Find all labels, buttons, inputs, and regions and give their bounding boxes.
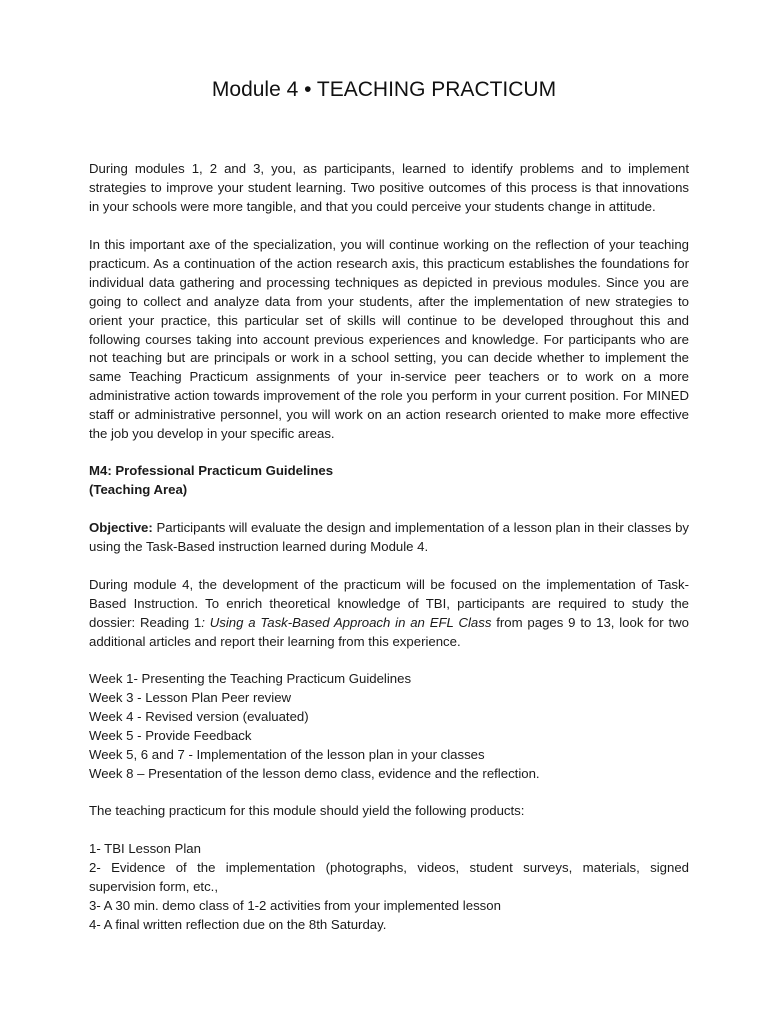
module4-text-end: from pages 9 to 13, look for two additional articles and report their learning from this experience.: [89, 614, 689, 649]
reading-title: : Using a Task-Based Approach in an EFL Class: [201, 614, 492, 630]
week-item: Week 5, 6 and 7 - Implementation of the lesson plan in your classes: [89, 746, 485, 762]
axe-paragraph: In this important axe of the specialization, you will continue working on the reflection of your teaching practicum. As a continuation of the action research axis, this practicum establishes the foundations for individual data gathering and processing techniques as depicted in previous modules. Since you are going to collect and analyze data from your students, after the implementation of new strategies to orient your practice, this particular set of skills will continue to be developed throughout this and following courses taking into account previous experiences and knowledge. For participants who are not teaching but are principals or work in a school setting, you can decide whether to implement the same Teaching Practicum assignments of your in-service peer teachers or to work on a more administrative action towards improvement of the role you perform in your current position. For MINED staff or administrative personnel, you will work on an action research oriented to make more effective the job you develop in your specific areas.: [89, 237, 689, 442]
week-item: Week 5 - Provide Feedback: [89, 727, 252, 743]
module4-text-start: During module 4, the development of the practicum will be focused on the implementation of Task-Based Instruction. To enrich theoretical knowledge of TBI, participants are required to study the dossier: Reading 1: [89, 577, 689, 630]
page-title: Module 4 • TEACHING PRACTICUM: [211, 78, 557, 101]
week-item: Week 4 - Revised version (evaluated): [89, 708, 309, 724]
guidelines-title: M4: Professional Practicum Guidelines: [89, 463, 334, 478]
week-schedule: [89, 670, 689, 783]
guidelines-heading: [89, 462, 689, 500]
intro-paragraph: During modules 1, 2 and 3, you, as participants, learned to identify problems and to implement strategies to improve your student learning. Two positive outcomes of this process is that innovations in your schools were more tangible, and that you could perceive your students change in attitude.: [89, 161, 689, 214]
week-item: Week 3 - Lesson Plan Peer review: [89, 689, 292, 705]
products-list: [89, 840, 689, 935]
product-item: 1- TBI Lesson Plan: [89, 841, 201, 856]
objective-label: Objective:: [89, 520, 153, 535]
products-intro: The teaching practicum for this module should yield the following products:: [89, 803, 525, 818]
product-item: 4- A final written reflection due on the 8th Saturday.: [89, 916, 387, 932]
module4-paragraph: [89, 576, 689, 652]
product-item: 3- A 30 min. demo class of 1-2 activities from your implemented lesson: [89, 897, 501, 913]
product-item: 2- Evidence of the implementation (photographs, videos, student surveys, materials, signed supervision form, etc.,: [89, 859, 689, 894]
objective-paragraph: [89, 519, 689, 557]
guidelines-subtitle: (Teaching Area): [89, 481, 188, 497]
objective-text: Participants will evaluate the design and implementation of a lesson plan in their classes by using the Task-Based instruction learned during Module 4.: [89, 520, 689, 554]
week-item: Week 8 – Presentation of the lesson demo class, evidence and the reflection.: [89, 765, 540, 781]
week-item: Week 1- Presenting the Teaching Practicum Guidelines: [89, 671, 412, 686]
